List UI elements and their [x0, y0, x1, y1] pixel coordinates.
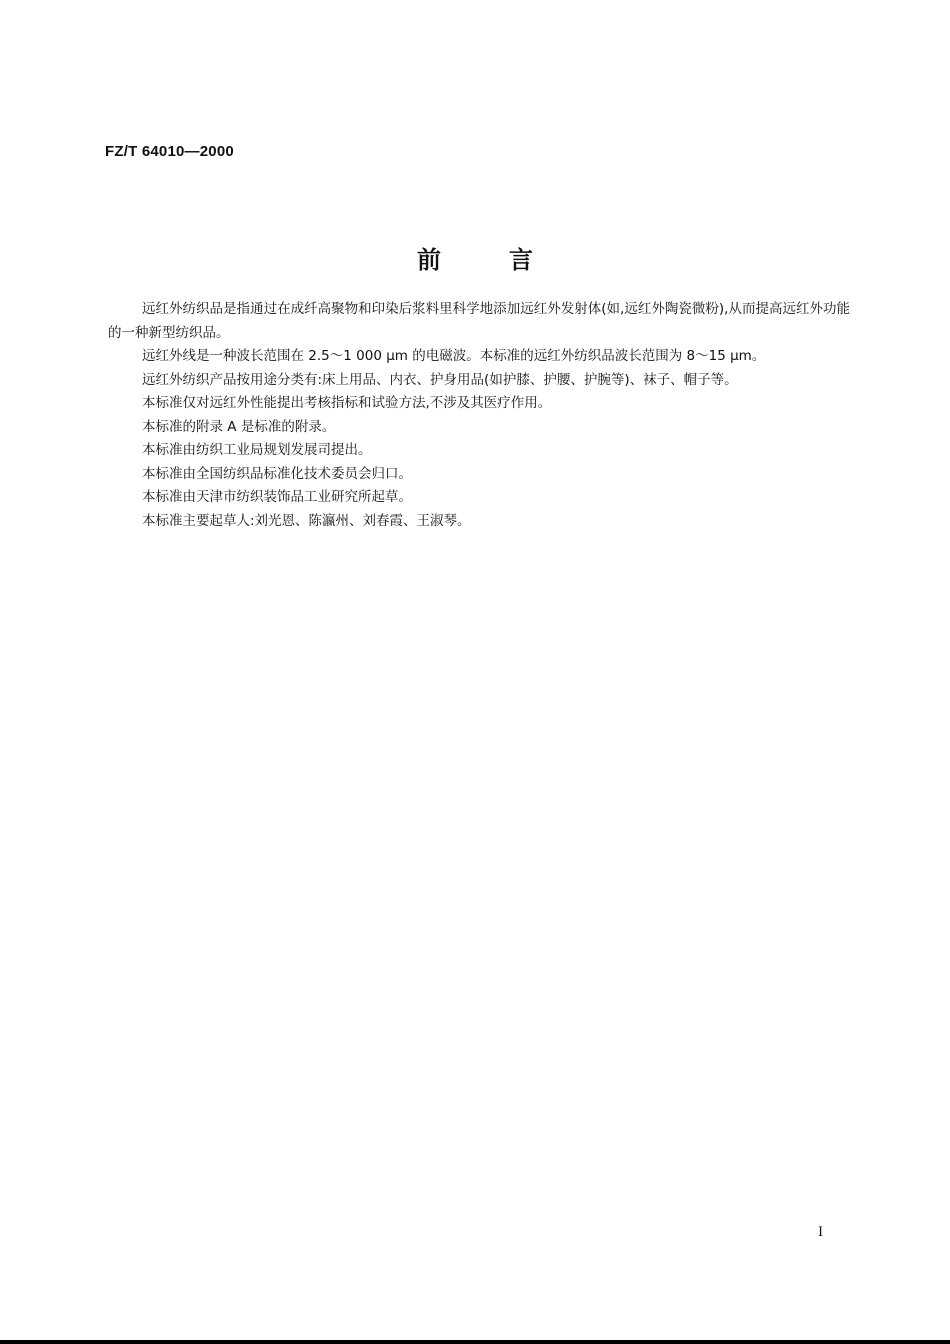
paragraph-definition: 远红外纺织品是指通过在成纤高聚物和印染后浆料里科学地添加远红外发射体(如,远红外陶瓷微粉),从而提高远红外功能的一种新型纺织品。 [108, 301, 850, 341]
paragraph-authors: 本标准主要起草人:刘光恩、陈瀛州、刘春霞、王淑琴。 [142, 512, 471, 529]
page-title: 前言 [417, 246, 601, 274]
standard-code: FZ/T 64010—2000 [105, 143, 234, 160]
paragraph-administrator: 本标准由全国纺织品标准化技术委员会归口。 [142, 465, 412, 482]
foreword-body [108, 298, 850, 533]
paragraph-scope: 本标准仅对远红外性能提出考核指标和试验方法,不涉及其医疗作用。 [142, 395, 552, 411]
page-bottom-border [0, 1340, 950, 1344]
paragraph-classification: 远红外纺织产品按用途分类有:床上用品、内衣、护身用品(如护膝、护腰、护腕等)、袜子、帽子等。 [142, 371, 738, 388]
paragraph-wavelength: 远红外线是一种波长范围在 2.5～1 000 μm 的电磁波。本标准的远红外纺织品波长范围为 8～15 μm。 [142, 348, 766, 364]
page-number: I [818, 1225, 824, 1240]
paragraph-appendix: 本标准的附录 A 是标准的附录。 [142, 418, 336, 435]
paragraph-proposer: 本标准由纺织工业局规划发展司提出。 [142, 442, 372, 458]
paragraph-drafter: 本标准由天津市纺织装饰品工业研究所起草。 [142, 489, 412, 505]
